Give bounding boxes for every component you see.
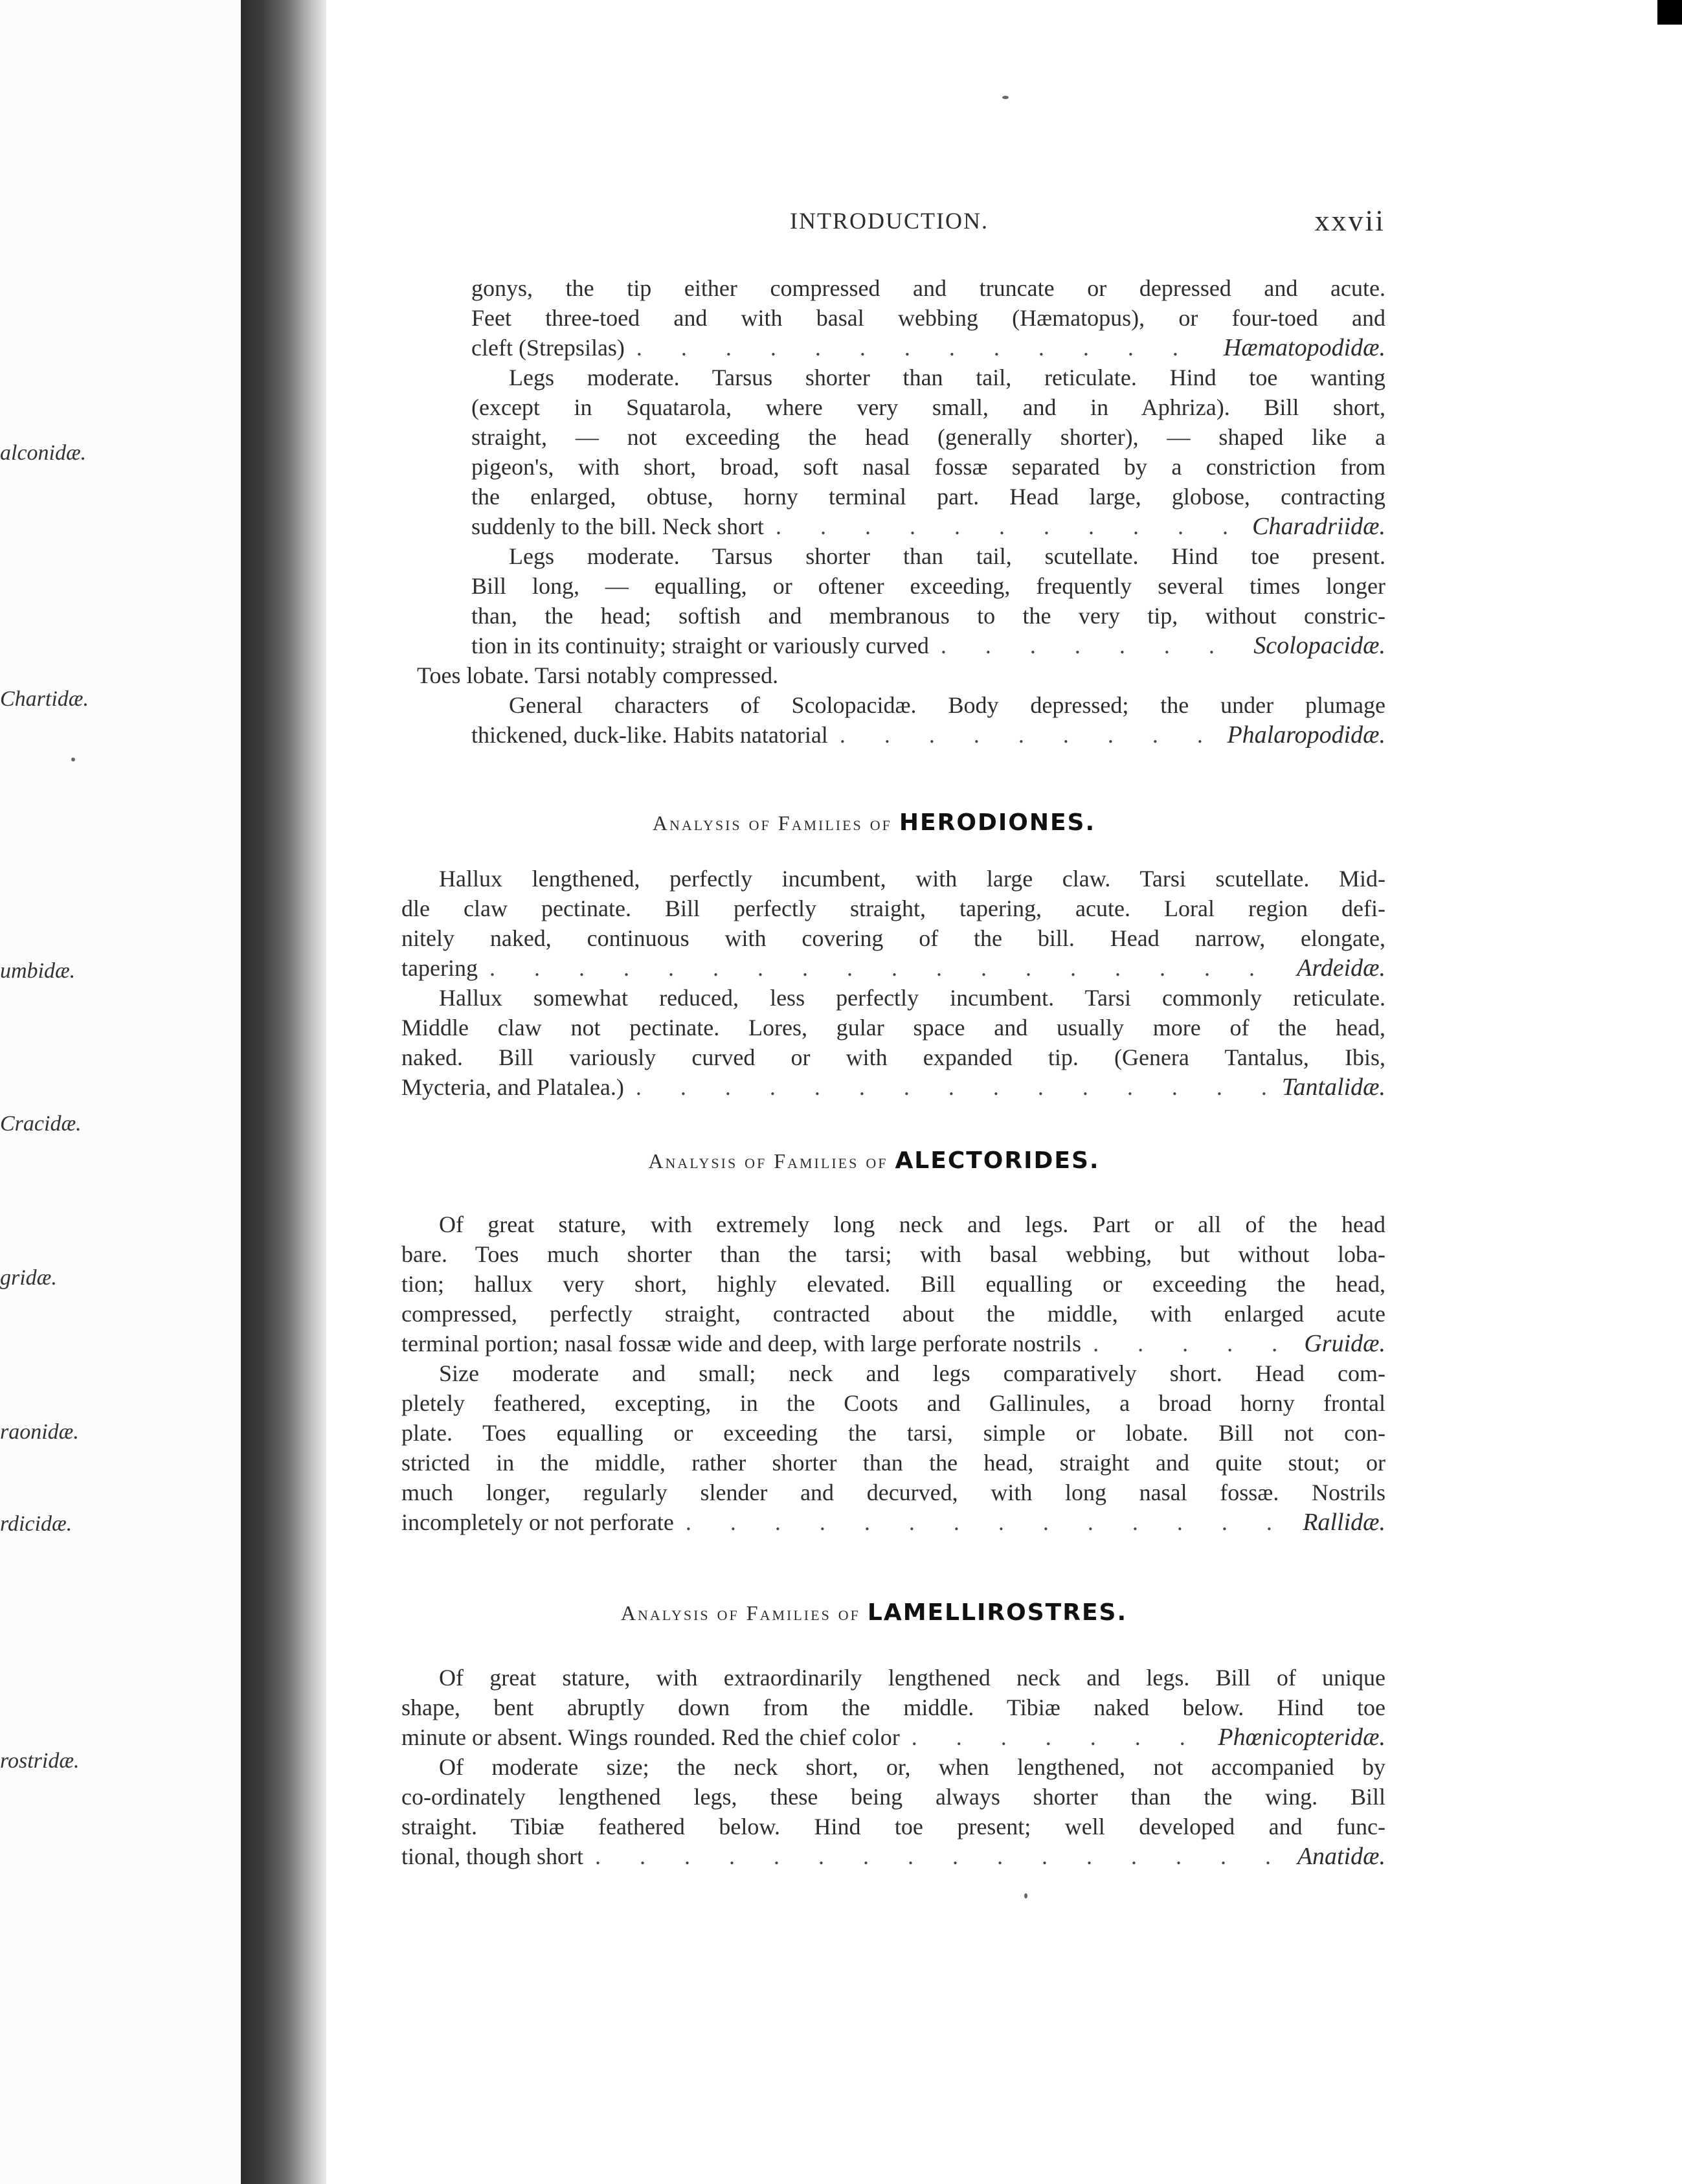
text-line: Mycteria, and Platalea.) (401, 1074, 624, 1100)
facing-page (0, 0, 241, 2184)
text-line: bare. Toes much shorter than the tarsi; with basal webbing, but without loba- (401, 1241, 1385, 1267)
dot-leader (636, 1072, 1270, 1102)
text-line: compressed, perfectly straight, contracted about the middle, with enlarged acute (401, 1301, 1385, 1327)
text-line: tional, though short (401, 1843, 583, 1869)
heading-group: ALECTORIDES. (895, 1147, 1100, 1174)
dot-leader (912, 1722, 1207, 1752)
key-entry-phalaropodidae (363, 690, 1385, 750)
text-line: dle claw pectinate. Bill perfectly straight, tapering, acute. Loral region defi- (401, 895, 1385, 921)
text-line: Feet three-toed and with basal webbing (Hæmatopus), or four-toed and (471, 305, 1385, 331)
margin-fragment: gridæ. (0, 1266, 57, 1290)
text-line: tion in its continuity; straight or variously curved (471, 633, 929, 659)
section-heading-lamellirostres (363, 1598, 1385, 1628)
section-heading-herodiones (363, 808, 1385, 838)
scan-corner (1657, 0, 1682, 25)
margin-fragment: Chartidæ. (0, 687, 89, 711)
heading-prefix: Analysis of Families of (620, 1601, 860, 1625)
heading-prefix: Analysis of Families of (652, 811, 892, 835)
heading-group: HERODIONES. (899, 809, 1096, 836)
text-line: Hallux lengthened, perfectly incumbent, with large claw. Tarsi scutellate. Mid- (439, 866, 1385, 892)
text-line: suddenly to the bill. Neck short (471, 513, 764, 539)
text-line: straight. Tibiæ feathered below. Hind toe present; well developed and func- (401, 1814, 1385, 1840)
key-entry-gruidae (363, 1210, 1385, 1358)
text-line: naked. Bill variously curved or with expanded tip. (Genera Tantalus, Ibis, (401, 1044, 1385, 1070)
key-entry-ardeidae (363, 864, 1385, 983)
text-line: thickened, duck-like. Habits natatorial (471, 722, 828, 748)
text-line: Middle claw not pectinate. Lores, gular space and usually more of the head, (401, 1015, 1385, 1041)
text-line: Legs moderate. Tarsus shorter than tail, scutellate. Hind toe present. (509, 543, 1385, 569)
heading-group: LAMELLIROSTRES. (867, 1599, 1128, 1626)
text-line: Size moderate and small; neck and legs comparatively short. Head com- (439, 1360, 1385, 1386)
margin-fragment: rdicidæ. (0, 1512, 73, 1536)
text-line: (except in Squatarola, where very small, and in Aphriza). Bill short, (471, 394, 1385, 420)
text-line: the enlarged, obtuse, horny terminal part. Head large, globose, contracting (471, 484, 1385, 510)
text-line: co-ordinately lengthened legs, these being always shorter than the wing. Bill (401, 1784, 1385, 1810)
family-name: Tantalidæ. (1281, 1074, 1385, 1101)
dot-leader (776, 512, 1240, 541)
text-line: General characters of Scolopacidæ. Body depressed; the under plumage (509, 692, 1385, 718)
family-name: Phœnicopteridæ. (1218, 1724, 1385, 1751)
text-line: Toes lobate. Tarsi notably compressed. (417, 662, 779, 688)
text-line: Hallux somewhat reduced, less perfectly incumbent. Tarsi commonly reticulate. (439, 985, 1385, 1011)
dot-leader (489, 953, 1285, 983)
family-name: Anatidæ. (1297, 1843, 1385, 1870)
margin-fragment: rostridæ. (0, 1749, 80, 1773)
text-line: Of great stature, with extraordinarily lengthened neck and legs. Bill of unique (439, 1665, 1385, 1691)
text-line: Of moderate size; the neck short, or, when lengthened, not accompanied by (439, 1754, 1385, 1780)
text-line: terminal portion; nasal fossæ wide and deep, with large perforate nostrils (401, 1331, 1082, 1357)
section-heading-alectorides (363, 1146, 1385, 1176)
text-line: straight, — not exceeding the head (generally shorter), — shaped like a (471, 424, 1385, 450)
family-name: Hæmatopodidæ. (1223, 334, 1385, 361)
book-gutter (241, 0, 326, 2184)
margin-fragment: alconidæ. (0, 441, 87, 465)
margin-fragment: raonidæ. (0, 1420, 79, 1444)
text-line: incompletely or not perforate (401, 1509, 674, 1535)
dot-leader (941, 631, 1242, 660)
book-page (363, 194, 1385, 2098)
text-line: Legs moderate. Tarsus shorter than tail, reticulate. Hind toe wanting (509, 365, 1385, 390)
text-line: nitely naked, continuous with covering of the bill. Head narrow, elongate, (401, 925, 1385, 951)
key-entry-anatidae (363, 1752, 1385, 1871)
text-line: shape, bent abruptly down from the middle. Tibiæ naked below. Hind toe (401, 1694, 1385, 1720)
heading-prefix: Analysis of Families of (648, 1149, 888, 1173)
text-line: pletely feathered, excepting, in the Coots and Gallinules, a broad horny frontal (401, 1390, 1385, 1416)
family-name: Ardeidæ. (1297, 954, 1385, 982)
page-number: xxvii (1314, 204, 1385, 237)
text-line: much longer, regularly slender and decurved, with long nasal fossæ. Nostrils (401, 1480, 1385, 1505)
family-name: Phalaropodidæ. (1227, 721, 1385, 749)
family-name: Rallidæ. (1303, 1509, 1385, 1536)
ink-speck (71, 758, 75, 761)
text-line: plate. Toes equalling or exceeding the tarsi, simple or lobate. Bill not con- (401, 1420, 1385, 1446)
family-name: Gruidæ. (1304, 1330, 1385, 1357)
text-line: Bill long, — equalling, or oftener exceeding, frequently several times longer (471, 573, 1385, 599)
key-couplet-toes-lobate (363, 660, 1385, 690)
running-title: INTRODUCTION. (790, 208, 989, 234)
key-entry-scolopacidae (363, 541, 1385, 660)
margin-fragment: Cracidæ. (0, 1112, 82, 1136)
dot-leader (595, 1841, 1286, 1871)
key-entry-haematopodidae (363, 273, 1385, 363)
text-line: pigeon's, with short, broad, soft nasal fossæ separated by a constriction from (471, 454, 1385, 480)
text-line: gonys, the tip either compressed and truncate or depressed and acute. (471, 275, 1385, 301)
text-line: cleft (Strepsilas) (471, 335, 625, 361)
running-header (363, 206, 1385, 245)
margin-fragment: umbidæ. (0, 959, 76, 983)
family-name: Charadriidæ. (1252, 513, 1385, 540)
text-line: minute or absent. Wings rounded. Red the chief color (401, 1724, 900, 1750)
text-line: than, the head; softish and membranous to the very tip, without constric- (471, 603, 1385, 629)
text-line: tapering (401, 955, 478, 981)
key-entry-rallidae (363, 1358, 1385, 1537)
key-entry-tantalidae (363, 983, 1385, 1102)
key-entry-phoenicopteridae (363, 1663, 1385, 1752)
key-entry-charadriidae (363, 363, 1385, 541)
text-line: Of great stature, with extremely long neck and legs. Part or all of the head (439, 1211, 1385, 1237)
text-line: stricted in the middle, rather shorter than the head, straight and quite stout; or (401, 1450, 1385, 1476)
dot-leader (1093, 1329, 1292, 1358)
text-line: tion; hallux very short, highly elevated. Bill equalling or exceeding the head, (401, 1271, 1385, 1297)
dot-leader (636, 333, 1212, 363)
ink-speck (1002, 96, 1009, 99)
dot-leader (840, 720, 1216, 750)
family-name: Scolopacidæ. (1253, 632, 1385, 659)
dot-leader (686, 1507, 1291, 1537)
